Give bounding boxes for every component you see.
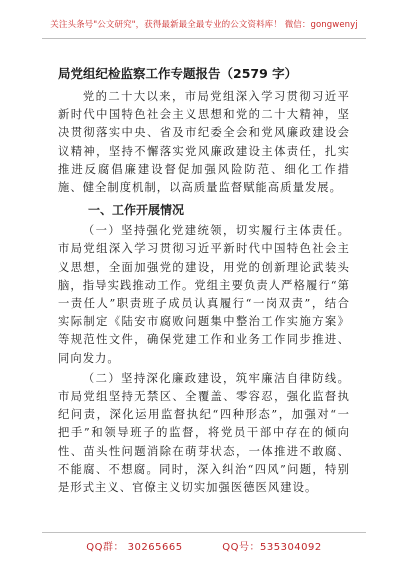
footer [0,538,408,553]
document-body [58,88,350,497]
footer-qq-group: QQ群： 30265665 [86,542,183,553]
paragraph-2: （二）坚持深化廉政建设，筑牢廉洁自律防线。市局党组坚持无禁区、全覆盖、零容忍，强化监督执纪问责，深化运用监督执纪“四种形态”，加强对“一把手”和领导班子的监督，将党员干部中存在的倾向性、苗头性问题消除在萌芽状态，一体推进不敢腐、不能腐、不想腐。同时，深入纠治“四风”问题，特别是形式主义、官僚主义切实加强医德医风建设。 [58,371,350,495]
footer-qq-number: QQ号：535304092 [222,542,322,553]
document-title: 局党组纪检监察工作专题报告（2579 字） [58,66,298,81]
intro-paragraph: 党的二十大以来，市局党组深入学习贯彻习近平新时代中国特色社会主义思想和党的二十大精神，坚决贯彻落实中央、省及市纪委全会和党风廉政建设会议精神，坚持不懈落实党风廉政建设主体责任，扎实推进反腐倡廉建设督促加强风险防范、细化工作措施、健全制度机制，以高质量监督赋能高质量发展。 [58,90,350,195]
footer-divider [42,532,366,533]
header-note: 关注头条号"公文研究"，获得最新最全最专业的公文资料库！ 微信：gongwenyj [50,20,358,30]
header-divider [42,38,366,39]
section-heading: 一、工作开展情况 [88,203,185,218]
paragraph-1: （一）坚持强化党建统领，切实履行主体责任。市局党组深入学习贯彻习近平新时代中国特色社会主义思想，全面加强党的建设，用党的创新理论武装头脑，指导实践推动工作。党组主要负责人严格履行“第一责任人”职责班子成员认真履行“一岗双责”，结合实际制定《陆安市腐败问题集中整治工作实施方案》等规范性文件，确保党建工作和业务工作同步推进、同向发力。 [58,224,350,365]
